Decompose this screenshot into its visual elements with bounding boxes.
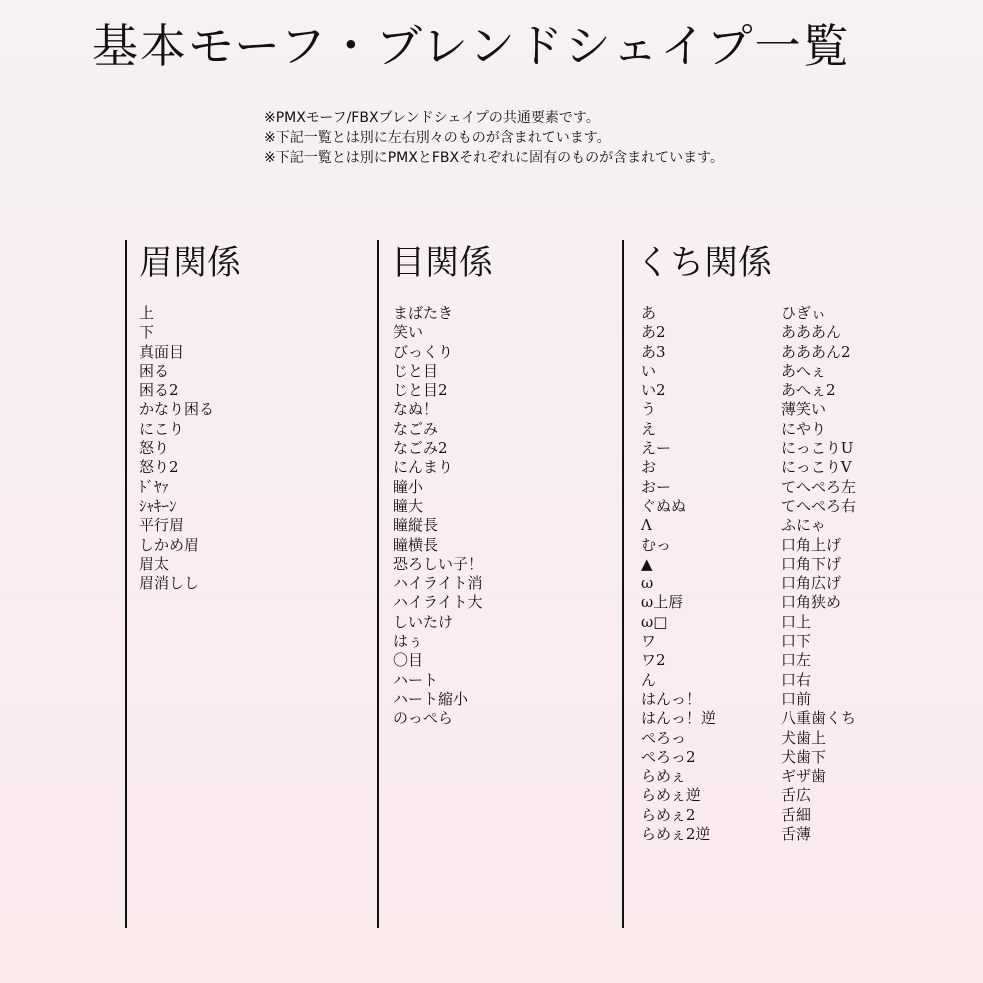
list-item: しいたけ — [393, 612, 454, 631]
list-item: あ2 — [641, 323, 666, 342]
list-item: てへぺろ右 — [781, 496, 857, 515]
note-line: ※下記一覧とは別に左右別々のものが含まれています。 — [264, 130, 611, 146]
eye-heading: 目関係 — [391, 243, 493, 283]
list-item: かなり困る — [139, 400, 215, 419]
list-item: 下 — [139, 323, 155, 342]
list-item: ▲ — [641, 554, 653, 573]
list-item: 上 — [139, 304, 155, 322]
list-item: ぐぬぬ — [641, 496, 687, 515]
list-item: 困る — [139, 361, 170, 380]
list-item: う — [641, 400, 657, 419]
list-item: びっくり — [393, 342, 454, 361]
list-item: らめぇ逆 — [641, 786, 701, 805]
list-item: 口角狭め — [781, 593, 842, 612]
note-line: ※PMXモーフ/FBXブレンドシェイプの共通要素です。 — [264, 110, 600, 126]
list-item: 犬歯上 — [781, 728, 827, 747]
page-title: 基本モーフ・ブレンドシェイプ一覧 — [92, 19, 851, 73]
list-item: 八重歯くち — [781, 709, 857, 728]
note-line: ※下記一覧とは別にPMXとFBXそれぞれに固有のものが含まれています。 — [264, 150, 724, 166]
list-item: なごみ — [393, 419, 439, 438]
list-item: ﾄﾞﾔｧ — [139, 477, 170, 496]
list-item: ω上唇 — [641, 593, 684, 612]
list-item: 瞳小 — [393, 477, 424, 496]
mouth-heading: くち関係 — [636, 243, 772, 283]
eye-column — [377, 240, 493, 928]
list-item: 瞳大 — [393, 496, 424, 515]
list-item: ワ2 — [641, 651, 666, 670]
list-item: らめぇ2逆 — [641, 825, 711, 844]
list-item: ハイライト大 — [393, 593, 483, 612]
list-item: 怒り2 — [139, 458, 179, 477]
list-item: ひぎぃ — [781, 304, 827, 322]
list-item: 〇目 — [393, 651, 424, 670]
list-item: 口左 — [781, 651, 812, 670]
list-item: 口角広げ — [781, 574, 842, 593]
list-item: あへぇ — [781, 361, 827, 380]
list-item: らめぇ2 — [641, 805, 696, 824]
list-item: 笑い — [393, 323, 424, 342]
list-item: ハート縮小 — [393, 689, 469, 708]
list-item: あああん — [781, 323, 842, 342]
list-item: 真面目 — [139, 342, 185, 361]
eyebrow-list — [139, 304, 214, 593]
list-item: にっこりV — [781, 458, 852, 477]
eye-list — [393, 304, 483, 729]
list-item: にやり — [781, 419, 827, 438]
list-item: お — [641, 458, 657, 477]
list-item: あ3 — [641, 342, 666, 361]
list-item: 舌薄 — [781, 825, 812, 844]
list-item: ぺろっ2 — [641, 747, 696, 766]
list-item: にこり — [139, 419, 185, 438]
list-item: え — [641, 419, 657, 438]
list-item: 眉太 — [139, 554, 170, 573]
list-item: えー — [641, 439, 672, 458]
list-item: らめぇ — [641, 767, 686, 786]
list-item: ふにゃ — [781, 516, 826, 535]
list-item: むっ — [641, 535, 672, 554]
list-item: 口角下げ — [781, 554, 842, 573]
list-item: ギザ歯 — [781, 767, 827, 786]
mouth-list-right — [781, 304, 856, 844]
list-item: あああん2 — [781, 342, 851, 361]
list-item: 口角上げ — [781, 535, 842, 554]
list-item: にっこりU — [781, 439, 854, 458]
list-item: のっぺら — [393, 709, 453, 728]
list-item: い2 — [641, 381, 666, 400]
mouth-column — [622, 240, 857, 928]
mouth-list-left — [641, 304, 716, 844]
list-item: 舌広 — [781, 786, 812, 805]
notes — [264, 108, 724, 168]
list-item: 口右 — [781, 670, 812, 689]
list-item: い — [641, 361, 657, 380]
list-item: ω□ — [641, 612, 668, 631]
list-item: ん — [641, 670, 657, 689]
list-item: 平行眉 — [139, 516, 185, 535]
list-item: Λ — [641, 516, 652, 535]
list-item: はぅ — [393, 632, 424, 651]
list-item: 困る2 — [139, 381, 179, 400]
list-item: 口上 — [781, 612, 812, 631]
eyebrow-column — [125, 240, 241, 928]
list-item: 口前 — [781, 689, 812, 708]
list-item: なごみ2 — [393, 439, 448, 458]
eyebrow-heading: 眉関係 — [139, 243, 241, 283]
list-item: 舌細 — [781, 805, 812, 824]
list-item: にんまり — [393, 458, 454, 477]
list-item: なぬ！ — [393, 400, 439, 419]
list-item: はんっ！ — [641, 689, 702, 708]
list-item: てへぺろ左 — [781, 477, 857, 496]
list-item: 犬歯下 — [781, 747, 827, 766]
list-item: じと目 — [393, 361, 439, 380]
list-item: 瞳縦長 — [393, 516, 439, 535]
list-item: しかめ眉 — [139, 535, 200, 554]
list-item: あへぇ2 — [781, 381, 836, 400]
list-item: 眉消しし — [139, 574, 200, 593]
list-item: 口下 — [781, 632, 812, 651]
list-item: 瞳横長 — [393, 535, 439, 554]
list-item: 薄笑い — [781, 400, 827, 419]
list-item: ぺろっ — [641, 728, 687, 747]
list-item: ワ — [641, 632, 657, 651]
list-item: おー — [641, 477, 672, 496]
list-item: あ — [641, 304, 657, 322]
list-item: 恐ろしい子！ — [393, 554, 484, 573]
list-item: はんっ！逆 — [641, 709, 717, 728]
list-item: ｼｬｷｰﾝ — [139, 496, 177, 515]
list-item: ハイライト消 — [393, 574, 483, 593]
list-item: 怒り — [139, 439, 170, 458]
list-item: ω — [641, 574, 654, 593]
list-item: ハート — [393, 670, 439, 689]
list-item: まばたき — [393, 304, 454, 322]
list-item: じと目2 — [393, 381, 448, 400]
